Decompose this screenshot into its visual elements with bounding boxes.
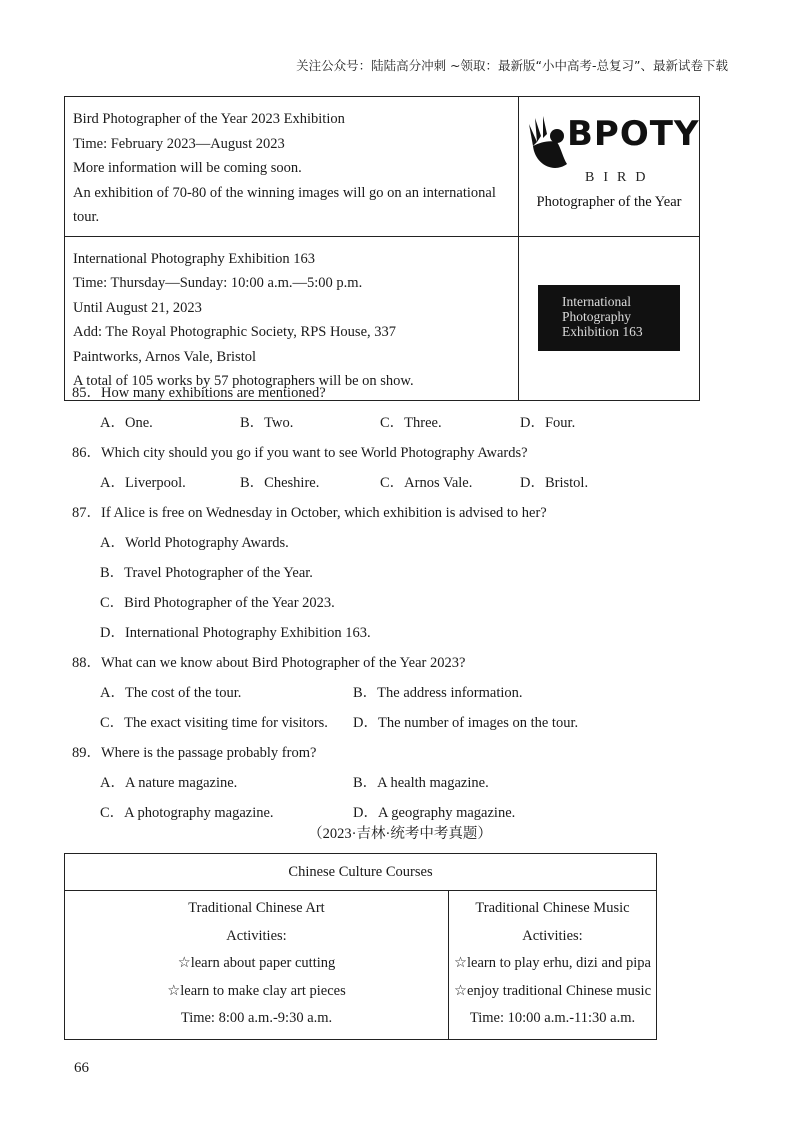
exhibition-line: Paintworks, Arnos Vale, Bristol (73, 348, 256, 365)
option: C．Three. (380, 415, 442, 431)
course-table-title: Chinese Culture Courses (65, 854, 657, 891)
option: C．The exact visiting time for visitors. (100, 715, 328, 731)
question-stem: 86．Which city should you go if you want to see World Photography Awards? (72, 445, 528, 461)
activities-label: Activities: (226, 927, 287, 944)
question-list (72, 378, 732, 828)
exhibition-line: Until August 21, 2023 (73, 299, 202, 316)
ipe-logo (538, 285, 680, 351)
exhibition-line: An exhibition of 70-80 of the winning images will go on an international tour. (73, 184, 496, 225)
option: A．One. (100, 415, 153, 431)
question-stem: 89．Where is the passage probably from? (72, 745, 317, 761)
ipe-logo-cell (519, 236, 700, 400)
option: B．A health magazine. (353, 775, 489, 791)
option: A．Liverpool. (100, 475, 186, 491)
option: C．Arnos Vale. (380, 475, 473, 491)
option-row (72, 678, 732, 708)
bpoty-logo (527, 110, 700, 222)
exhibition-row-ipe (65, 236, 700, 400)
activities-label: Activities: (522, 927, 583, 944)
question-stem: 87．If Alice is free on Wednesday in October, which exhibition is advised to her? (72, 505, 547, 521)
exhibition-line: Time: Thursday—Sunday: 10:00 a.m.—5:00 p.m. (73, 275, 363, 291)
option-row (72, 708, 732, 738)
option: B．Two. (240, 415, 294, 431)
ipe-logo-line: International (562, 294, 631, 309)
exhibition-info-bpoty (65, 97, 519, 237)
bpoty-tagline: Photographer of the Year (536, 194, 682, 211)
option: D．International Photography Exhibition 163. (100, 625, 371, 641)
course-name: Traditional Chinese Music (475, 900, 630, 916)
option-row (72, 468, 732, 498)
option-row (72, 768, 732, 798)
course-art (65, 891, 449, 1040)
exhibition-row-bpoty (65, 97, 700, 237)
bpoty-bird-word: BIRD (585, 170, 655, 186)
option: B．Travel Photographer of the Year. (100, 565, 313, 581)
exhibition-table (64, 96, 700, 401)
exhibition-line: International Photography Exhibition 163 (73, 250, 316, 267)
option: D．Bristol. (520, 475, 589, 491)
course-time: Time: 8:00 a.m.-9:30 a.m. (180, 1010, 333, 1026)
source-note: （2023·吉林·统考中考真题） (308, 826, 492, 842)
activity-item: ☆learn to make clay art pieces (167, 982, 346, 999)
exhibition-line: Bird Photographer of the Year 2023 Exhibition (73, 111, 345, 127)
option: A．The cost of the tour. (100, 685, 242, 701)
bpoty-mark: BPOTY (567, 114, 700, 155)
activity-item: ☆enjoy traditional Chinese music (453, 982, 652, 999)
course-table (64, 853, 657, 1040)
option-row (72, 408, 732, 438)
ipe-logo-line: Exhibition 163 (562, 324, 643, 339)
option: C．Bird Photographer of the Year 2023. (100, 595, 335, 611)
option: D．A geography magazine. (353, 805, 516, 821)
header-note: 关注公众号：陆陆高分冲刺 ~领取：最新版“小中高考-总复习”、最新试卷下载 (296, 58, 728, 73)
bpoty-logo-cell (519, 97, 700, 237)
option: D．Four. (520, 415, 576, 431)
activity-item: ☆learn about paper cutting (177, 955, 336, 971)
option: C．A photography magazine. (100, 805, 274, 821)
page-number: 66 (74, 1060, 89, 1076)
course-time: Time: 10:00 a.m.-11:30 a.m. (469, 1010, 636, 1026)
exhibition-line: A total of 105 works by 57 photographers will be on show. (73, 373, 414, 389)
bird-silhouette-icon (527, 112, 571, 182)
ipe-logo-line: Photography (562, 309, 631, 324)
option: A．A nature magazine. (100, 775, 238, 791)
course-music (449, 891, 657, 1040)
exhibition-info-ipe (65, 236, 519, 400)
exhibition-line: Time: February 2023—August 2023 (73, 135, 285, 152)
question-stem: 88．What can we know about Bird Photographer of the Year 2023? (72, 655, 466, 671)
question-stem: 85．How many exhibitions are mentioned? (72, 385, 326, 401)
option: B．Cheshire. (240, 475, 320, 491)
course-name: Traditional Chinese Art (188, 900, 325, 916)
option: A．World Photography Awards. (100, 535, 289, 551)
exhibition-line: Add: The Royal Photographic Society, RPS House, 337 (73, 324, 397, 340)
activity-item: ☆learn to play erhu, dizi and pipa (453, 955, 651, 971)
exhibition-line: More information will be coming soon. (73, 160, 302, 176)
option: D．The number of images on the tour. (353, 715, 579, 731)
option: B．The address information. (353, 685, 523, 701)
